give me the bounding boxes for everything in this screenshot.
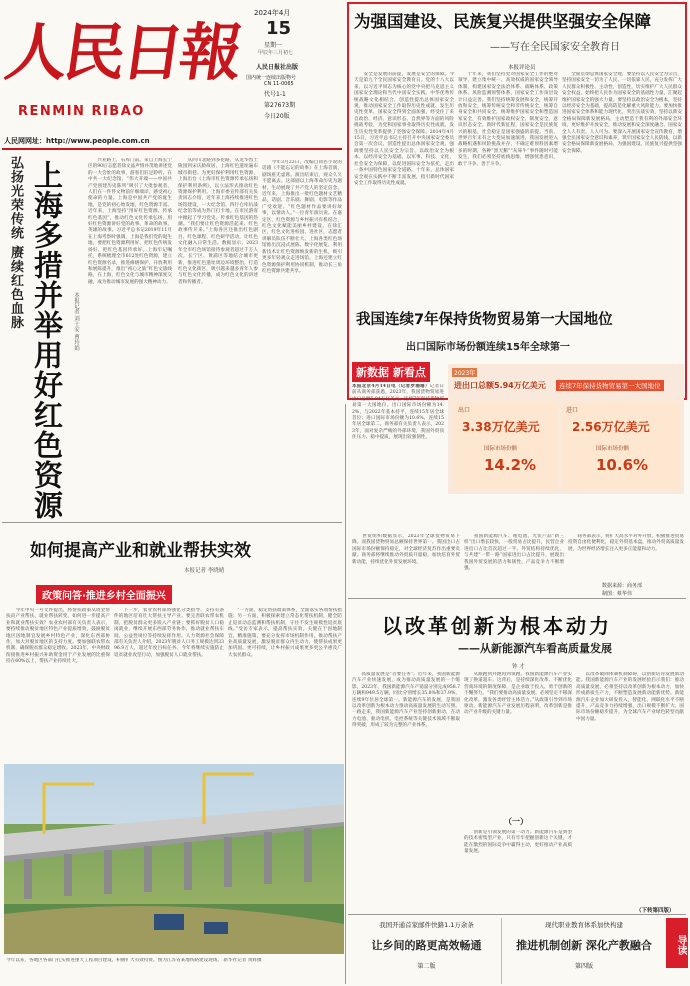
import-share-label: 国际市场份额 bbox=[596, 446, 630, 452]
masthead bbox=[0, 0, 345, 150]
ev-body-2b: 创新是引领发展的第一动力。新能源汽车是典型的技术密集型产业，只有牢牢把握创新这个关键，才能在激烈的国际竞争中赢得主动，更好推动产业高质量发展。 bbox=[464, 830, 572, 855]
trade-body-1: 世贸组织数据显示，2023年全球货物贸易下降，而我国货物贸易总额保持世界第一。我国出口占国际市场份额保持稳定，对全球经济复苏作出重要贡献。商务部将继续推动外贸质升量稳，加快培育外贸新动能，持续优化外贸发展环境。 bbox=[352, 534, 460, 565]
left-story-bottom-rule bbox=[2, 522, 342, 523]
import-share: 10.6% bbox=[596, 456, 649, 474]
postal-code: 代号1-1 bbox=[264, 91, 286, 98]
jobs-section: 政策问答·推进乡村全面振兴 bbox=[36, 585, 172, 604]
jobs-body-2: 下一步，农业农村部将强化分类指导，支持有条件的地区培育壮大帮扶主导产业。要完善联农带农机制，把脱贫群众更多嵌入产业链；要抓好脱贫人口稳岗就业，继续开展东西部劳务协作，推动就业帮扶车间、公益性岗位等持续发挥作用。人力资源社会保障部有关负责人介绍，2023年脱贫人口务工规模达到3396.9万人，超过年度目标任务。今年将继续实施防止返贫就业攻坚行动，加强脱贫人口就业帮扶。 bbox=[114, 608, 224, 658]
publisher: 人民日报社出版 bbox=[256, 64, 299, 71]
issn-label: 国内统一连续出版物号 bbox=[246, 75, 297, 81]
export-share: 14.2% bbox=[484, 456, 537, 474]
trade-body-2: 我国新能源汽车、锂电池、光伏产品“新三样”出口增长较快，一般贸易占比提升，民营企业进出口占比首次超过一半。外贸结构持续优化，与共建“一带一路”国家进出口占比提升，展现出我国外贸发展的活力和韧性，产品竞争力不断增强。 bbox=[464, 534, 564, 572]
trade-body-lead: 本报北京4月14日电（记者罗珊珊）记者日前从商务部获悉，2023年，我国货物贸易进出口总额5.94万亿美元，连续7年保持货物贸易第一大国地位。出口国际市场份额为14.2%，与2022年基本持平，连续15年居全球首位；进口国际市场份额为10.6%，连续15年居全球第二。商务部有关负责人表示，2023年，面对复杂严峻的外部环境，我国外贸顶住压力、稳中提质，展现出较强韧性。 bbox=[352, 384, 444, 441]
promo-item-1[interactable] bbox=[352, 918, 502, 984]
trade-infographic bbox=[448, 364, 684, 494]
lead-body-col3: 全面贯彻总体国家安全观，要坚持以人民安全为宗旨，坚持国家安全一切为了人民、一切依靠人民，充分发挥广大人民群众积极性、主动性、创造性，切实维护广大人民群众安全权益，始终把人民作为国家安全的基础性力量，汇聚起维护国家安全的强大力量。要坚持以政治安全为根本，坚持以经济安全为基础，提高防范化解重大风险能力。要加快推进国家安全体系和能力现代化，突出实战实效，坚持以新安全格局保障新发展格局，主动塑造于我有利的外部安全环境，更好维护开放安全，推动发展和安全深度融合。国家安全人人有责、人人可为。要深入开展国家安全宣传教育，增强全民国家安全意识和素养，筑牢国家安全人民防线。以新安全格局保障新发展格局，为强国建设、民族复兴提供坚强安全保障。 bbox=[562, 72, 682, 154]
date-box bbox=[240, 8, 340, 146]
lead-byline: 本报评论员 bbox=[508, 65, 536, 71]
left-story-body-2: 从四川北路到多伦路，从龙华烈士陵园到宋庆龄故居，上海红色遗址遍布城市街巷。为更好保护利用红色资源，上海出台《上海市红色资源传承弘扬和保护利用条例》，以立法形式推动红色资源保护利用。上海市委宣传部有关负责同志介绍，近年来上海持续推进红色场馆建设，一大纪念馆、四行仓库抗战纪念馆等成为热门打卡地。在市民游客中掀起了学习党史、传承红色基因的热潮。“我们要让红色资源活起来、红色故事传开来。”上海各区还推出红色剧目、红色课程、红色研学活动，让红色文化融入日常生活。数据显示，2023年全市红色场馆接待参观者超过千万人次。长宁区、黄浦区等地结合城市更新，推进红色遗址周边环境整治，打造红色文化街区，吸引越来越多青年人参与红色文化传播，成为红色文化的讲述者和传播者。 bbox=[178, 158, 258, 285]
promo-1-page: 第二版 bbox=[417, 963, 436, 970]
lead-body-col2: 十年来，我们坚持党对国家安全工作的绝对领导，建立集中统一、高效权威的国家安全领导体制，构建国家安全法治体系、战略体系、政策体系、风险监测预警体系，国家安全工作顶层设计日益完善。我们坚持统筹发展和安全，统筹开放和安全，统筹传统安全和非传统安全，统筹自身安全和共同安全，统筹维护国家安全和塑造国家安全，有效维护国家政权安全、制度安全、意识形态安全。新时代新征程，国家安全是民族复兴的根基，社会稳定是国家强盛的前提。当前，世界百年未有之大变局加速演进，我国发展进入战略机遇和风险挑战并存、不确定难预料因素增多的时期，各种“黑天鹅”“灰犀牛”事件随时可能发生。我们必须坚持底线思维，增强忧患意识，敢于斗争、善于斗争。 bbox=[458, 72, 558, 167]
infographic-total: 进出口总额5.94万亿美元 bbox=[454, 381, 546, 390]
left-story-kicker: 弘扬光荣传统 赓续红色血脉 bbox=[8, 156, 23, 330]
lead-subtitle: ——写在全民国家安全教育日 bbox=[490, 42, 620, 53]
trade-body-3: 商务部表示，将扩大高水平对外开放，积极推进贸易投资自由化便利化，稳定外贸基本盘，推动外贸高质量发展，为世界经济增长注入更多正能量和动力。 bbox=[568, 534, 684, 552]
photo-caption-text: 今年以来，各地区各部门扎实推进重大工程项目建设，积极扩大有效投资。图为江苏省某地铁路建设现场。 bbox=[6, 958, 222, 963]
construction-photo-image bbox=[4, 764, 344, 954]
issue-number: 第27673期 bbox=[264, 102, 296, 109]
trade-badge: 新数据 新看点 bbox=[352, 362, 430, 382]
jobs-body-3: “一方面，稳定帮扶政策体系，全面落实各项帮扶措施；另一方面，积极探索建立常态化帮扶机制，健全防止返贫动态监测和帮扶机制，守住不发生规模性返贫底线。”受访专家表示，提高帮扶实效，关键在于因地制宜、精准施策，要充分发挥市场机制作用，推动帮扶产业高质量发展，激发脱贫群众内生动力，使帮扶成果更加巩固、更可持续，让乡村振兴成果更多更公平惠及广大农民群众。 bbox=[228, 608, 342, 658]
ev-body-3: 以改革破除体制机制障碍，以创新培育发展新动能。我国新能源汽车产业的发展经验启示我们：推动高质量发展，必须坚持以改革创新为根本动力，加快形成新质生产力，不断塑造发展新动能新优势。新能源汽车企业加大研发投入，智能化、网联化水平不断提升，产品竞争力持续增强，出口规模不断扩大，国际市场份额稳步提升，为全球汽车产业绿色转型贡献中国力量。 bbox=[576, 672, 684, 722]
ev-section-no: （一） bbox=[504, 817, 528, 826]
ev-byline: 钟 才 bbox=[512, 664, 525, 670]
date-weekday: 星期一 bbox=[264, 42, 283, 49]
photo-credit: 新华社记者 黄辉摄 bbox=[223, 958, 262, 963]
ev-title: 以改革创新为根本动力 bbox=[382, 614, 612, 638]
date-month: 2024年4月 bbox=[254, 9, 291, 17]
promo-2-kicker: 现代职业教育体系加快构建 bbox=[545, 921, 623, 929]
date-lunar: 甲辰年三月初七 bbox=[258, 50, 294, 56]
ev-body-1: 高质量发展是“首要任务”。近年来，我国新能源汽车产业快速发展，成为推动高质量发展的一个缩影。2023年，我国新能源汽车产销量分别完成958.7万辆和949.5万辆，同比分别增长35.8%和37.9%，连续9年位居全球第一。新能源汽车的发展，是我国以改革创新为根本动力推动高质量发展的生动写照。一路走来，我国新能源汽车产业坚持创新驱动，在动力电池、驱动电机、电控系统等关键技术领域不断取得突破，形成了较为完整的产业体系。 bbox=[352, 672, 460, 729]
export-share-label: 国际市场份额 bbox=[484, 446, 518, 452]
export-value: 3.38万亿美元 bbox=[462, 420, 540, 434]
promo-1-kicker: 我国开通首家邮件快路1.1万余条 bbox=[379, 921, 474, 929]
jobs-byline: 本报记者 李晓晴 bbox=[184, 568, 225, 574]
trade-subtitle: 出口国际市场份额连续15年全球第一 bbox=[406, 342, 570, 353]
promo-2-page: 第四版 bbox=[574, 963, 593, 970]
export-label: 出口 bbox=[458, 407, 471, 414]
promo-1-title: 让乡间的路更高效畅通 bbox=[371, 939, 482, 952]
left-story-byline: 本报记者 刘士安 曹玲娟 bbox=[73, 292, 79, 351]
newspaper-logo: 人民日報 bbox=[0, 16, 244, 89]
lead-body-col1: 安全是发展的前提，发展是安全的保障。今天是第九个全民国家安全教育日。党的十八大以来，以习近平同志为核心的党中央把马克思主义国家安全理论和当代中国安全实践、中华优秀传统战略文化相结合，创造性提出总体国家安全观，推动国家安全工作取得历史性成就、发生历史性变革，国家安全得到全面加强，经受住了来自政治、经济、意识形态、自然界等方面的风险挑战考验，为党和国家事业取得历史性成就、发生历史性变革提供了坚强安全保障。2014年4月15日，习近平总书记主持召开中央国家安全委员会第一次会议，创造性提出总体国家安全观，强调要坚持以人民安全为宗旨、以政治安全为根本、以经济安全为基础，以军事、科技、文化、社会安全为保障，以促进国际安全为依托，走出一条中国特色国家安全道路。十年来，总体国家安全观在实践中不断丰富发展，指引新时代国家安全工作取得历史性成就。 bbox=[354, 72, 454, 186]
import-value: 2.56万亿美元 bbox=[572, 420, 650, 434]
trade-dateline: 本报北京4月14日电（记者罗珊珊） bbox=[352, 384, 430, 389]
page-count: 今日20版 bbox=[264, 113, 290, 120]
lead-title: 为强国建设、民族复兴提供坚强安全保障 bbox=[354, 12, 651, 31]
jobs-body-1: 今年中央一号文件提出，将帮扶政策从资金帮扶向产业帮扶、就业帮扶转变。如何进一步提高产业和就业帮扶实效？农业农村部有关负责人表示，要持续推动脱贫地区特色产业提质增效，鼓励脱贫地区因地制宜发展乡村特色产业，深化东西部协作，加大对脱贫地区的支持力度。要加强联农带农机制，确保脱贫群众稳定增收。2023年，中央财政衔接推进乡村振兴补助资金用于产业发展的比重保持在60%以上，帮扶产业持续壮大。 bbox=[6, 608, 110, 665]
trade-bottom-rule bbox=[348, 598, 686, 599]
masthead-rule bbox=[2, 148, 342, 150]
ev-body-2: 从跟跑到并跑再到领跑，我国新能源汽车产业实现了换道超车。这背后，是持续深化改革、不断优化营商环境的制度保障，是企业敢于投入、勇于创新的不懈努力。“我们要推动高质量发展，必须坚定不移深化改革，激发各类经营主体活力。”从政策引导到市场驱动，新能源汽车产业发展历程表明，改革创新是推动产业升级的关键力量。 bbox=[464, 672, 572, 716]
daodu-label: 导读 bbox=[666, 918, 688, 968]
export-box bbox=[454, 402, 558, 490]
infographic-rank: 连续7年保持货物贸易第一大国地位 bbox=[556, 380, 664, 391]
cn-number: CN 11-0065 bbox=[264, 81, 294, 87]
left-story-body-3: 今年3月23日，改编自同名小说的话剧《不能忘记的故事》在上海首演，剧场座无虚席。演出结束后，观众久久不愿离去。这部剧以上海革命历史为题材，生动展现了共产党人的坚定信念。近年来，上海推出一批红色题材文艺精品，话剧、音乐剧、舞剧、电影等作品广受欢迎。“红色题材作品要讲好故事，以情动人。”一位青年演员说。在嘉定区，红色资源与乡村振兴有机结合，红色文化赋能美丽乡村建设。在徐汇区，红色文化进校园、进社区，志愿者讲解员队伍不断壮大。上海各类红色场馆推出沉浸式展陈、数字化展览，利用新技术让红色资源焕发新的生机，吸引更多年轻观众走进场馆。上海还建立红色资源保护利用协同机制，推动长三角红色资源共建共享。 bbox=[262, 160, 342, 274]
promo-2-title: 推进机制创新 深化产教融合 bbox=[516, 939, 652, 952]
construction-photo bbox=[4, 764, 344, 954]
promo-item-2[interactable] bbox=[506, 918, 662, 984]
promo-top-rule bbox=[348, 914, 686, 915]
ev-more: （下转第四版） bbox=[636, 908, 675, 914]
infographic-year-tag: 2023年 bbox=[454, 370, 476, 377]
date-day: 15 bbox=[266, 18, 292, 39]
website: 人民网网址：http://www.people.com.cn bbox=[4, 137, 150, 145]
trade-title: 我国连续7年保持货物贸易第一大国地位 bbox=[356, 312, 613, 328]
import-label: 进口 bbox=[566, 407, 579, 414]
ev-subtitle: ——从新能源汽车看高质量发展 bbox=[458, 642, 612, 655]
import-box bbox=[562, 402, 680, 490]
center-divider bbox=[345, 404, 346, 984]
infographic-editor: 数据来源：商务部 bbox=[602, 583, 643, 589]
photo-caption bbox=[6, 958, 342, 982]
infographic-designer: 制图：蔡华伟 bbox=[602, 591, 633, 597]
left-story-title: 上海多措并举用好红色资源 bbox=[30, 160, 64, 520]
left-story-body-1: 兴业路上，石库门前。来自上海长宁区的90后志愿者徐文晶声情并茂地讲述党的一大会址的故事，游客们驻足聆听。在中共一大纪念馆，“伟大开端——中国共产党创建历史陈列”吸引了大批参观者，人们在一件件文物前仔细端详，感受初心使命的力量。上海是中国共产党的诞生地，是党的初心始发地，红色资源丰富。近年来，上海坚持“用好红色资源、传承红色基因”，推动红色文化传承弘扬，用好红色资源讲好党的故事、革命的故事、英雄的故事。习近平总书记2019年11月在上海考察时强调，上海是我们党的诞生地，要把红色资源利用好、把红色传统发扬好、把红色基因传承好。上海牢记嘱托，系统梳理全市612处红色资源，建立红色资源名录，推进修缮保护、开放利用和展陈提升，推出“初心之旅”红色文旅线路。在上海，红色文化与城市精神深度交融，成为推动城市发展的强大精神动力。 bbox=[88, 158, 172, 285]
jobs-title: 如何提高产业和就业帮扶实效 bbox=[30, 541, 251, 561]
masthead-pinyin: RENMIN RIBAO bbox=[18, 104, 145, 119]
